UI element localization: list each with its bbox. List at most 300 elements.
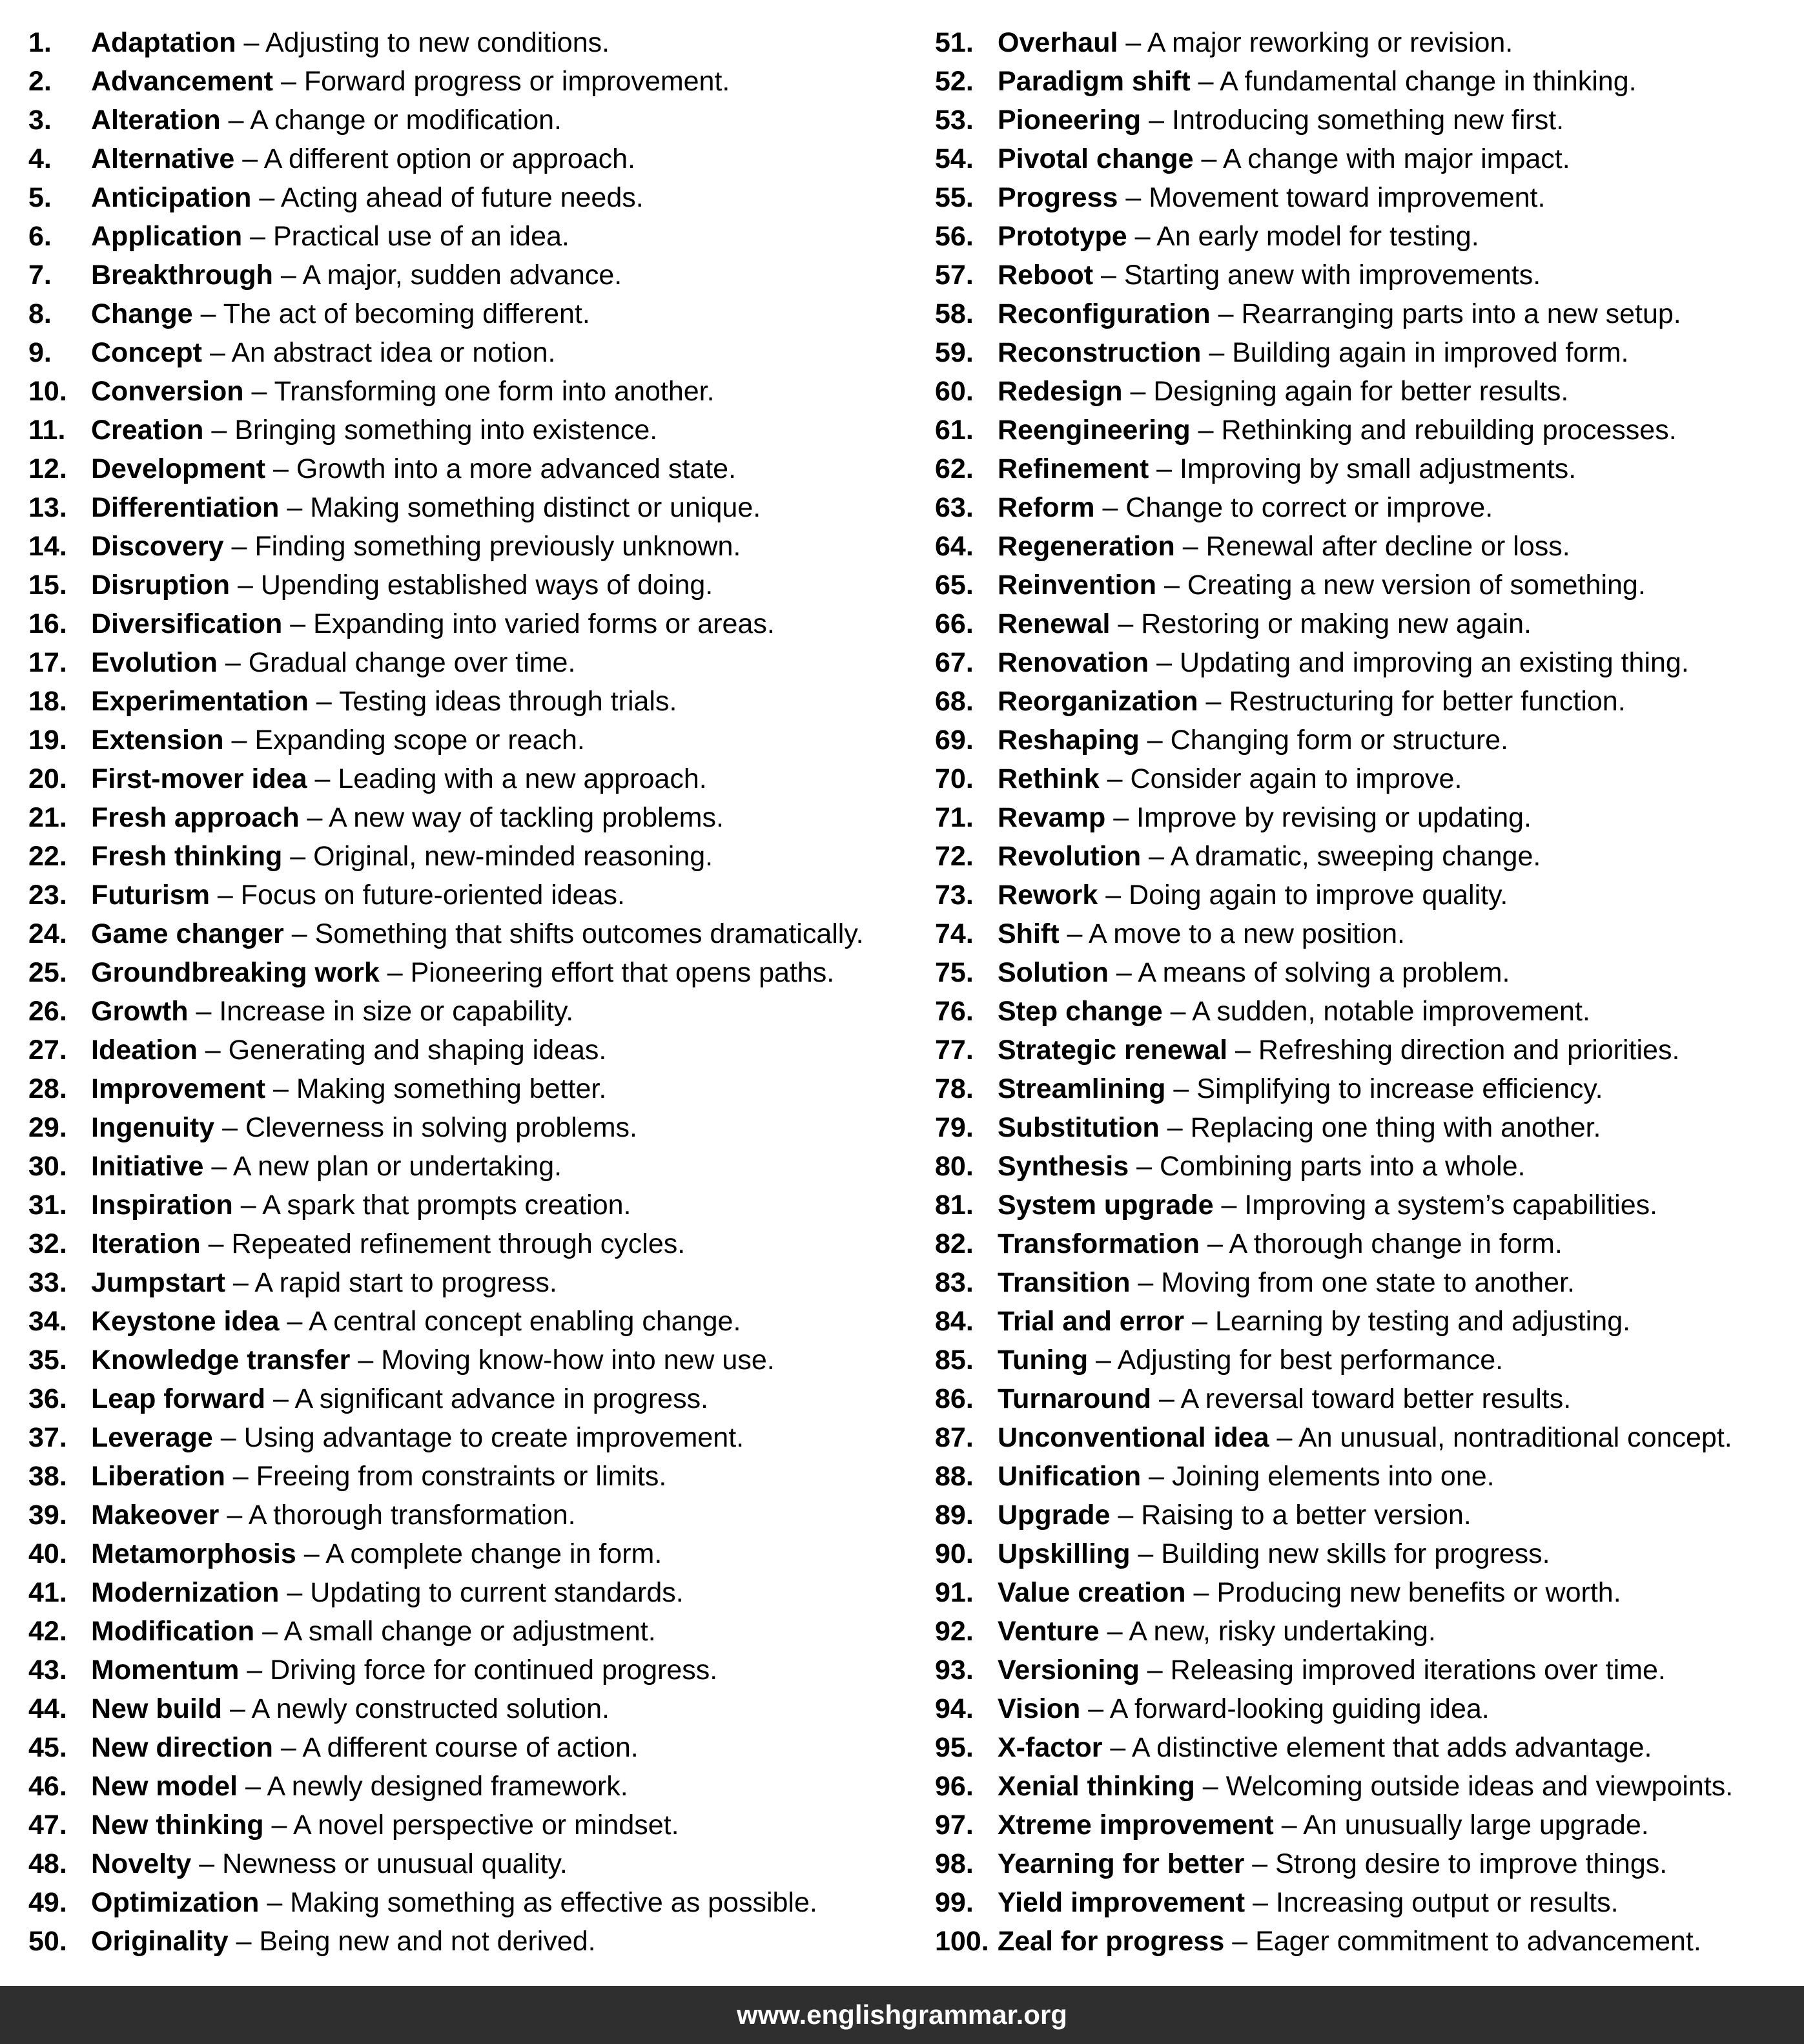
item-number: 15. [28,570,67,601]
list-item [935,1884,1804,1923]
item-body [998,1419,1732,1456]
item-dash: – [314,763,331,794]
item-dash: – [1201,143,1217,174]
item-number: 17. [28,647,67,678]
item-definition: Practical use of an idea. [272,221,569,252]
list-item [935,335,1804,373]
footer-url[interactable]: www.englishgrammar.org [737,1999,1067,2030]
item-body [998,1381,1571,1417]
item-number: 19. [28,725,67,756]
item-term: X-factor [998,1732,1103,1763]
item-dash: – [1096,1345,1111,1376]
item-term: Unconventional idea [998,1422,1269,1453]
item-body [91,1691,610,1727]
item-definition: A change or modification. [250,105,562,136]
item-body [998,1032,1679,1068]
item-number: 11. [28,415,66,446]
item-term: Streamlining [998,1073,1166,1104]
item-term: Pivotal change [998,143,1194,174]
item-dash: – [290,841,306,872]
item-term: Redesign [998,376,1123,407]
item-dash: – [1147,725,1163,756]
list-item [935,1652,1804,1691]
item-dash: – [231,725,247,756]
item-definition: A new, risky undertaking. [1129,1616,1436,1647]
item-body [998,335,1628,371]
item-number: 18. [28,686,67,717]
item-body [998,102,1564,138]
item-body [998,800,1532,836]
item-number: 65. [935,570,974,601]
item-dash: – [307,802,323,833]
list-item [28,1923,919,1962]
list-item [935,800,1804,838]
item-definition: A move to a new position. [1089,918,1406,949]
item-body [998,25,1513,61]
item-dash: – [1156,647,1173,678]
item-definition: Learning by testing and adjusting. [1215,1306,1631,1337]
item-body [998,218,1479,254]
item-term: Jumpstart [91,1267,225,1298]
list-item [28,1071,919,1110]
item-number: 74. [935,918,974,949]
item-definition: Renewal after decline or loss. [1205,531,1570,562]
item-number: 59. [935,337,974,368]
item-number: 25. [28,957,67,988]
list-item [935,916,1804,955]
item-body [91,1574,684,1611]
item-number: 58. [935,298,974,329]
list-item [28,1419,919,1458]
item-dash: – [251,376,267,407]
item-number: 27. [28,1035,67,1066]
item-term: New model [91,1771,238,1802]
item-definition: A spark that prompts creation. [262,1190,631,1221]
item-number: 49. [28,1887,67,1918]
item-number: 45. [28,1732,67,1763]
item-body [91,490,761,526]
item-dash: – [259,182,275,213]
item-body [998,1884,1619,1921]
item-body [998,1846,1667,1882]
item-body [91,63,730,99]
item-definition: A major reworking or revision. [1147,27,1513,58]
item-definition: Restructuring for better function. [1229,686,1626,717]
item-number: 51. [935,27,974,58]
item-term: Unification [998,1461,1142,1492]
list-item [28,490,919,528]
item-dash: – [1170,996,1186,1027]
item-number: 100. [935,1926,989,1957]
list-item [935,1846,1804,1884]
list-item [935,1265,1804,1303]
item-definition: A newly designed framework. [267,1771,628,1802]
list-item [28,683,919,722]
list-item [935,993,1804,1032]
item-term: Change [91,298,193,329]
item-dash: – [1198,66,1214,97]
item-dash: – [236,1926,252,1957]
item-number: 36. [28,1383,67,1414]
item-term: Disruption [91,570,230,601]
item-body [998,1768,1733,1804]
item-number: 67. [935,647,974,678]
item-dash: – [262,1616,278,1647]
item-term: Development [91,453,266,484]
list-item [28,800,919,838]
item-body [91,1071,606,1107]
list-item [28,528,919,567]
item-term: Reconstruction [998,337,1202,368]
item-body [998,1303,1630,1339]
item-number: 43. [28,1655,67,1686]
item-body [91,1032,606,1068]
item-number: 80. [935,1151,974,1182]
item-number: 48. [28,1848,67,1879]
item-body [998,877,1508,913]
item-dash: – [1202,1771,1218,1802]
item-definition: A sudden, notable improvement. [1192,996,1590,1027]
item-dash: – [211,415,227,446]
item-body [91,1613,656,1649]
item-number: 37. [28,1422,67,1453]
list-item [935,567,1804,606]
list-item [28,916,919,955]
item-term: Growth [91,996,189,1027]
item-term: Yield improvement [998,1887,1245,1918]
item-term: Vision [998,1693,1081,1724]
item-number: 78. [935,1073,974,1104]
item-dash: – [245,1771,261,1802]
item-dash: – [1218,298,1234,329]
item-number: 38. [28,1461,67,1492]
item-term: Ingenuity [91,1112,215,1143]
item-dash: – [1147,1655,1163,1686]
item-definition: A newly constructed solution. [251,1693,610,1724]
item-dash: – [1067,918,1083,949]
list-item [935,1342,1804,1381]
item-body [998,955,1510,991]
item-body [91,683,677,719]
item-dash: – [208,1228,224,1259]
item-term: Overhaul [998,27,1118,58]
item-term: New build [91,1693,223,1724]
item-body [998,993,1590,1029]
item-dash: – [1252,1848,1268,1879]
item-number: 97. [935,1810,974,1841]
item-body [998,683,1626,719]
list-item [935,1923,1804,1962]
item-dash: – [1253,1887,1268,1918]
list-item [935,1187,1804,1226]
item-body [998,296,1681,332]
item-body [91,1265,557,1301]
item-dash: – [237,570,253,601]
item-definition: Doing again to improve quality. [1129,880,1508,911]
list-item [935,1419,1804,1458]
item-term: Yearning for better [998,1848,1245,1879]
item-body [998,1652,1666,1688]
item-dash: – [1107,763,1123,794]
item-dash: – [280,66,296,97]
item-number: 73. [935,880,974,911]
item-number: 5. [28,182,52,213]
item-term: Leap forward [91,1383,265,1414]
item-dash: – [232,1267,249,1298]
item-definition: Building new skills for progress. [1161,1538,1550,1569]
item-definition: Making something better. [296,1073,607,1104]
item-dash: – [247,1655,263,1686]
item-body [91,1846,568,1882]
item-definition: Transforming one form into another. [274,376,715,407]
list-item [28,1768,919,1807]
item-dash: – [240,1190,256,1221]
item-body [998,838,1541,874]
item-definition: Newness or unusual quality. [222,1848,568,1879]
list-item [28,141,919,180]
item-term: Prototype [998,221,1127,252]
item-definition: Welcoming outside ideas and viewpoints. [1225,1771,1734,1802]
item-body [998,1071,1603,1107]
item-body [91,1187,631,1223]
item-dash: – [291,918,307,949]
item-term: Zeal for progress [998,1926,1225,1957]
item-definition: A central concept enabling change. [309,1306,741,1337]
item-number: 95. [935,1732,974,1763]
item-dash: – [1156,453,1173,484]
item-body [998,1342,1503,1378]
item-definition: Generating and shaping ideas. [228,1035,607,1066]
item-dash: – [1235,1035,1251,1066]
item-term: Upskilling [998,1538,1131,1569]
item-body [91,141,635,177]
item-number: 30. [28,1151,67,1182]
item-definition: A different course of action. [302,1732,639,1763]
list-item [28,218,919,257]
item-number: 42. [28,1616,67,1647]
list-item [28,373,919,412]
item-body [91,102,562,138]
item-definition: Releasing improved iterations over time. [1170,1655,1666,1686]
item-number: 62. [935,453,974,484]
list-item [935,257,1804,296]
list-item [28,1458,919,1497]
item-dash: – [1113,802,1129,833]
item-term: Renovation [998,647,1149,678]
item-definition: Building again in improved form. [1232,337,1629,368]
list-item [28,722,919,761]
list-item [935,877,1804,916]
left-column [28,25,919,1962]
item-body [91,645,575,681]
item-definition: Combining parts into a whole. [1159,1151,1526,1182]
item-dash: – [1232,1926,1248,1957]
item-body [91,412,657,448]
item-dash: – [1110,1732,1126,1763]
list-item [28,993,919,1032]
item-definition: Freeing from constraints or limits. [256,1461,667,1492]
list-item [935,296,1804,335]
item-dash: – [1101,260,1116,291]
item-body [998,606,1532,642]
item-term: Futurism [91,880,210,911]
item-number: 91. [935,1577,974,1608]
item-dash: – [227,1500,243,1531]
item-term: Revamp [998,802,1106,833]
list-item [935,412,1804,451]
item-number: 23. [28,880,67,911]
item-definition: Growth into a more advanced state. [296,453,737,484]
item-definition: A novel perspective or mindset. [293,1810,679,1841]
list-item [28,1807,919,1846]
item-term: Rework [998,880,1098,911]
list-item [28,451,919,490]
list-item [28,1884,919,1923]
item-definition: Replacing one thing with another. [1190,1112,1601,1143]
item-number: 89. [935,1500,974,1531]
item-number: 94. [935,1693,974,1724]
item-body [91,761,707,797]
item-definition: Focus on future-oriented ideas. [240,880,625,911]
item-body [91,373,715,409]
item-term: Paradigm shift [998,66,1191,97]
list-item [935,1381,1804,1419]
item-definition: A distinctive element that adds advantage. [1131,1732,1652,1763]
item-term: Reboot [998,260,1094,291]
list-item [935,63,1804,102]
list-item [28,1613,919,1652]
item-definition: A major, sudden advance. [302,260,622,291]
item-dash: – [387,957,403,988]
item-dash: – [205,1035,221,1066]
item-definition: A thorough transformation. [248,1500,576,1531]
item-definition: Change to correct or improve. [1125,492,1493,523]
item-number: 28. [28,1073,67,1104]
item-definition: Strong desire to improve things. [1275,1848,1668,1879]
item-dash: – [1125,27,1142,58]
item-dash: – [290,608,306,639]
item-number: 20. [28,763,67,794]
item-number: 46. [28,1771,67,1802]
item-definition: Driving force for continued progress. [270,1655,718,1686]
item-body [998,1807,1649,1843]
item-term: Substitution [998,1112,1160,1143]
list-item [28,296,919,335]
item-definition: Making something distinct or unique. [310,492,761,523]
item-definition: A forward-looking guiding idea. [1109,1693,1490,1724]
item-term: Shift [998,918,1060,949]
item-number: 40. [28,1538,67,1569]
item-number: 53. [935,105,974,136]
item-dash: – [1207,1228,1223,1259]
list-item [28,63,919,102]
item-dash: – [1164,570,1180,601]
item-body [998,1691,1490,1727]
item-term: Ideation [91,1035,198,1066]
item-term: Rethink [998,763,1100,794]
item-number: 14. [28,531,67,562]
list-item [935,373,1804,412]
item-dash: – [1138,1538,1154,1569]
item-term: Reform [998,492,1095,523]
item-dash: – [1136,1151,1153,1182]
item-dash: – [287,1306,303,1337]
item-definition: Joining elements into one. [1172,1461,1495,1492]
item-term: Improvement [91,1073,266,1104]
item-body [91,838,713,874]
list-item [935,1613,1804,1652]
item-definition: Upending established ways of doing. [260,570,713,601]
item-body [998,1458,1495,1494]
list-item [28,955,919,993]
item-dash: – [287,1577,303,1608]
item-definition: Rethinking and rebuilding processes. [1221,415,1677,446]
item-body [91,257,622,293]
item-number: 83. [935,1267,974,1298]
item-definition: Finding something previously unknown. [254,531,741,562]
item-dash: – [1149,841,1165,872]
item-body [998,1265,1575,1301]
list-item [935,1226,1804,1265]
item-term: Tuning [998,1345,1089,1376]
item-dash: – [1221,1190,1237,1221]
item-term: Xtreme improvement [998,1810,1274,1841]
item-dash: – [1167,1112,1183,1143]
item-number: 99. [935,1887,974,1918]
item-definition: Being new and not derived. [259,1926,596,1957]
list-item [935,1110,1804,1148]
item-body [91,916,864,952]
list-item [935,25,1804,63]
list-item [935,1536,1804,1574]
item-dash: – [200,298,216,329]
item-term: Concept [91,337,202,368]
list-item [935,1148,1804,1187]
item-definition: Introducing something new first. [1172,105,1564,136]
item-dash: – [242,143,258,174]
list-item [28,335,919,373]
item-body [998,373,1568,409]
list-item [28,1342,919,1381]
item-number: 31. [28,1190,67,1221]
right-column [935,25,1804,1962]
item-number: 66. [935,608,974,639]
list-item [935,490,1804,528]
item-term: Alternative [91,143,235,174]
item-dash: – [199,1848,215,1879]
item-number: 10. [28,376,67,407]
item-body [91,25,610,61]
item-dash: – [1192,1306,1208,1337]
item-term: Fresh thinking [91,841,283,872]
item-body [91,1342,775,1378]
item-definition: Updating and improving an existing thing. [1179,647,1689,678]
item-number: 22. [28,841,67,872]
item-definition: Adjusting to new conditions. [265,27,610,58]
item-body [91,1419,744,1456]
item-body [91,180,644,216]
list-item [28,1652,919,1691]
item-dash: – [272,1383,289,1414]
item-body [91,567,713,603]
item-term: Trial and error [998,1306,1185,1337]
item-definition: Simplifying to increase efficiency. [1196,1073,1603,1104]
list-item [28,1110,919,1148]
item-body [998,451,1576,487]
item-dash: – [1138,1267,1154,1298]
list-item [935,722,1804,761]
item-body [998,567,1646,603]
